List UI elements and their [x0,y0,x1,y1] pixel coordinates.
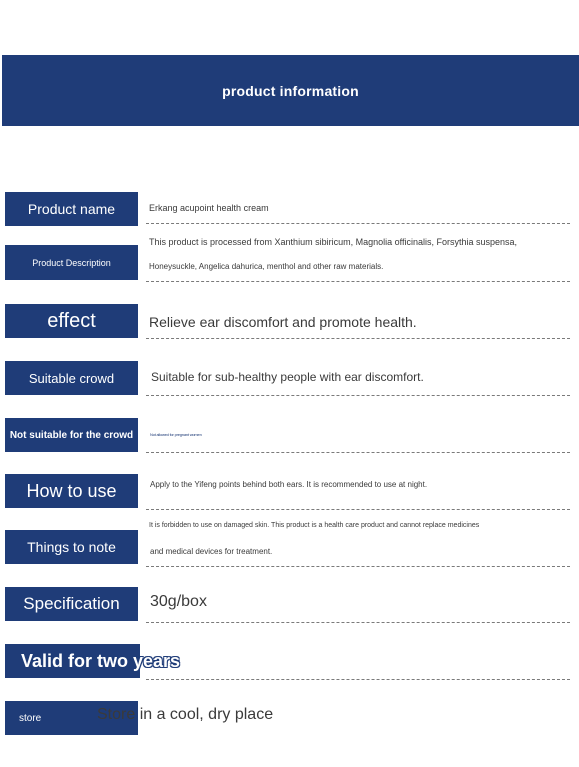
row-label: effect [5,304,138,338]
row-value: Erkang acupoint health cream [149,203,269,213]
row-divider [146,509,570,510]
row-label: Product Description [5,245,138,280]
row-label: Valid for two years [5,644,140,678]
row-label: Product name [5,192,138,226]
row-value: Apply to the Yifeng points behind both ears. It is recommended to use at night. [150,480,428,489]
row-label: How to use [5,474,138,508]
row-label: Things to note [5,530,138,564]
page-title: product information [222,82,359,99]
row-divider [146,452,570,453]
row-divider [146,622,570,623]
row-value: Relieve ear discomfort and promote health. [149,314,417,330]
row-label: Specification [5,587,138,621]
row-divider [146,679,570,680]
row-value: Store in a cool, dry place [97,706,274,723]
row-label: Suitable crowd [5,361,138,395]
row-value-line-2: and medical devices for treatment. [150,547,273,556]
row-divider [146,281,570,282]
row-label: store [5,701,138,735]
row-label: Not suitable for the crowd [5,418,138,452]
row-divider [146,338,570,339]
row-divider [146,223,570,224]
row-value: Not allowed for pregnant women [150,432,202,437]
row-value: 30g/box [150,593,207,610]
row-value-line-1: This product is processed from Xanthium sibiricum, Magnolia officinalis, Forsythia suspensa, [149,237,517,247]
row-value-line-2: Honeysuckle, Angelica dahurica, menthol and other raw materials. [149,262,384,271]
row-value-line-1: It is forbidden to use on damaged skin. This product is a health care product and cannot replace medicines [149,522,480,529]
header-banner [2,55,579,126]
row-divider [146,395,570,396]
row-value: Suitable for sub-healthy people with ear discomfort. [151,370,424,384]
row-divider [146,566,570,567]
